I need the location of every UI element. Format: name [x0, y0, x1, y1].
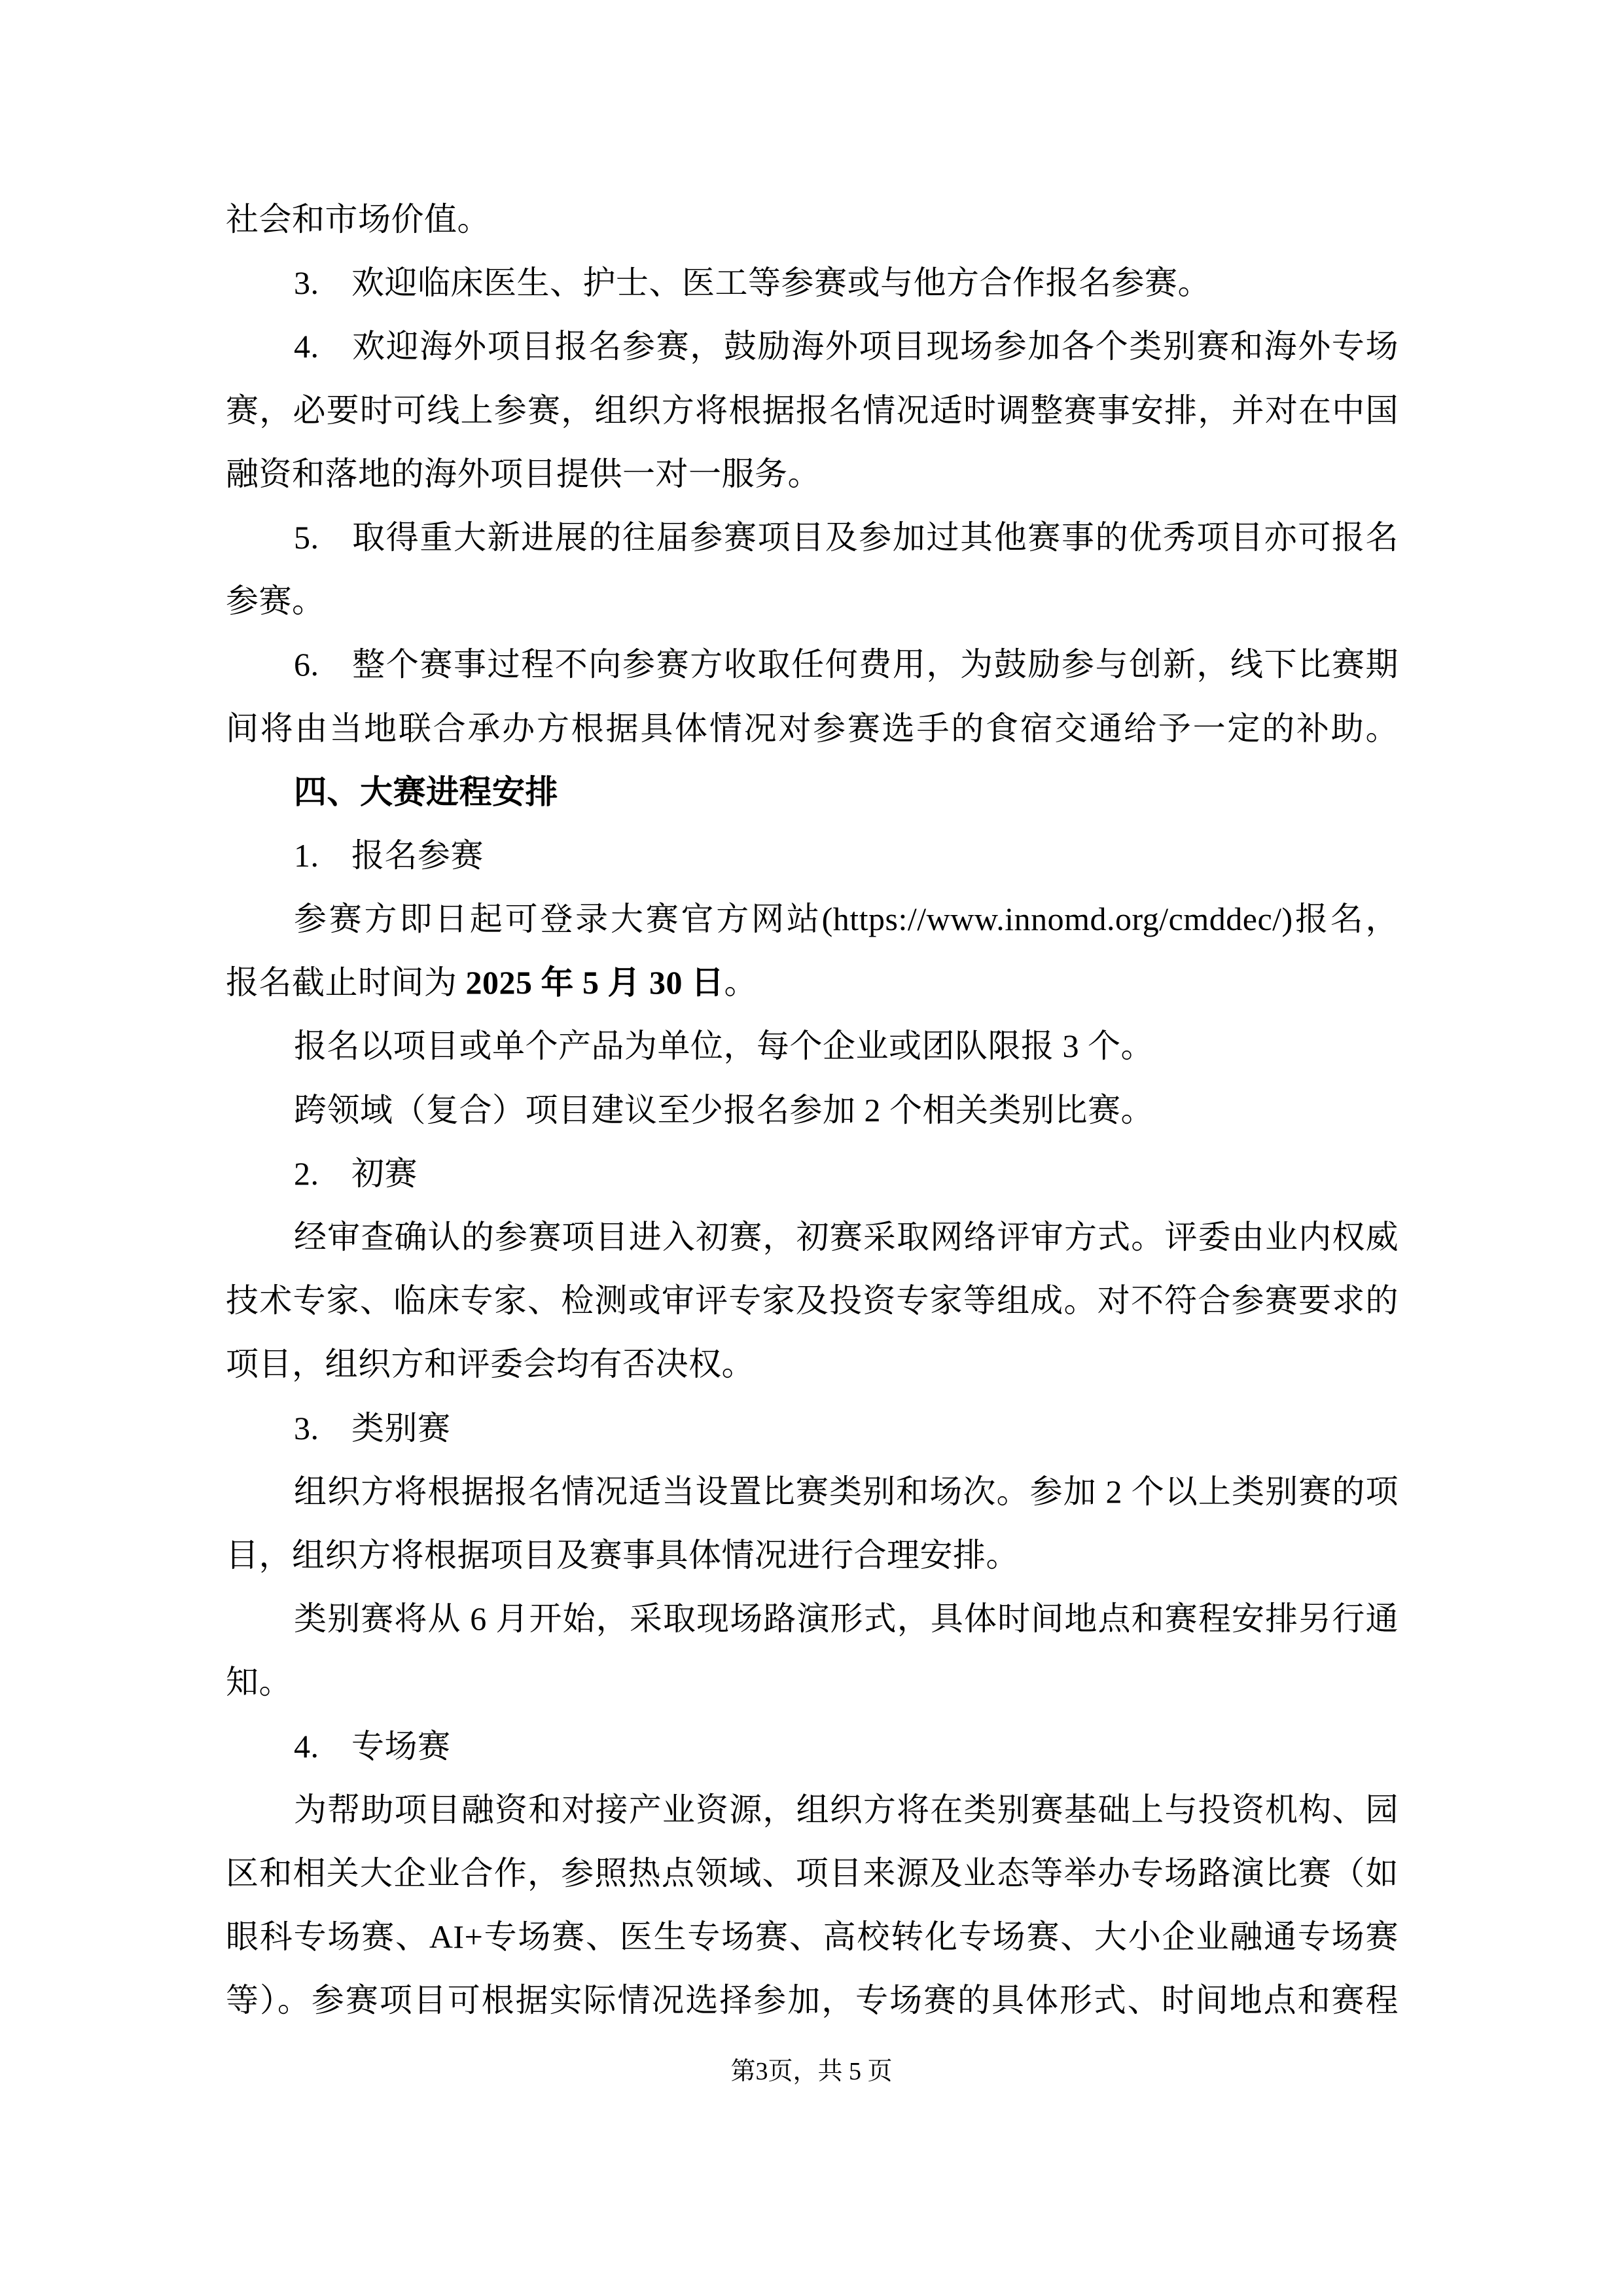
text-line [226, 888, 1399, 951]
text-line [226, 1651, 1399, 1714]
list-number: 4. [294, 1727, 319, 1765]
text-line [226, 633, 1399, 696]
text-line [226, 315, 1399, 378]
text-line [226, 1397, 1399, 1460]
text-line [226, 1014, 1399, 1078]
text-line [226, 251, 1399, 315]
text-line [226, 569, 1399, 633]
text-line [226, 379, 1399, 442]
text-segment: 专场赛 [351, 1727, 451, 1765]
text-line [226, 188, 1399, 251]
list-number: 3. [294, 264, 319, 302]
text-line [226, 1969, 1399, 2032]
text-line [226, 1142, 1399, 1206]
text-line [226, 1524, 1399, 1587]
document-lines [226, 188, 1399, 2032]
list-number: 3. [294, 1409, 319, 1446]
text-segment: 欢迎海外项目报名参赛，鼓励海外项目现场参加各个类别赛和海外专场 [351, 328, 1399, 365]
text-segment: 初赛 [351, 1155, 418, 1192]
text-segment: 技术专家、临床专家、检测或审评专家及投资专家等组成。对不符合参赛要求的 [226, 1282, 1399, 1319]
text-segment: 等）。参赛项目可根据实际情况选择参加，专场赛的具体形式、时间地点和赛程 [226, 1982, 1399, 2019]
text-segment: 项目，组织方和评委会均有否决权。 [226, 1346, 755, 1383]
text-segment: 报名以项目或单个产品为单位，每个企业或团队限报 3 个。 [294, 1028, 1154, 1065]
page-number-text: 第3页，共 5 页 [730, 2058, 893, 2085]
text-segment: 赛，必要时可线上参赛，组织方将根据报名情况适时调整赛事安排，并对在中国 [226, 391, 1399, 429]
text-line [226, 761, 1399, 824]
text-line [226, 1715, 1399, 1778]
list-number: 5. [294, 518, 319, 556]
text-segment: 报名截止时间为 [226, 964, 466, 1001]
text-segment: 融资和落地的海外项目提供一对一服务。 [226, 455, 821, 492]
text-line [226, 1842, 1399, 1905]
text-segment: 参赛方即日起可登录大赛官方网站(https://www.innomd.org/cmddec/)报名， [294, 901, 1399, 938]
text-segment: 报名参赛 [351, 836, 484, 874]
text-segment: 欢迎临床医生、护士、医工等参赛或与他方合作报名参赛。 [351, 264, 1211, 302]
list-number: 4. [294, 328, 319, 365]
text-segment: 社会和市场价值。 [226, 201, 490, 238]
list-number: 2. [294, 1155, 319, 1192]
text-line [226, 1905, 1399, 1969]
text-segment: 参赛。 [226, 583, 325, 620]
text-segment: 间将由当地联合承办方根据具体情况对参赛选手的食宿交通给予一定的补助。 [226, 709, 1399, 747]
text-segment: 为帮助项目融资和对接产业资源，组织方将在类别赛基础上与投资机构、园 [294, 1791, 1399, 1828]
text-line [226, 824, 1399, 888]
text-line [226, 506, 1399, 569]
text-line [226, 951, 1399, 1014]
text-segment: 组织方将根据报名情况适当设置比赛类别和场次。参加 2 个以上类别赛的项 [294, 1473, 1399, 1510]
list-number: 6. [294, 646, 319, 683]
page-footer [0, 2055, 1623, 2088]
text-segment: 经审查确认的参赛项目进入初赛，初赛采取网络评审方式。评委由业内权威 [294, 1219, 1399, 1255]
text-segment: 目，组织方将根据项目及赛事具体情况进行合理安排。 [226, 1536, 1019, 1573]
text-line [226, 1778, 1399, 1842]
text-line [226, 442, 1399, 506]
text-line [226, 1269, 1399, 1333]
text-segment: 区和相关大企业合作，参照热点领域、项目来源及业态等举办专场路演比赛（如 [226, 1854, 1399, 1892]
text-segment: 眼科专场赛、AI+专场赛、医生专场赛、高校转化专场赛、大小企业融通专场赛 [226, 1918, 1399, 1956]
text-segment: 类别赛 [351, 1409, 451, 1446]
text-segment: 。 [724, 964, 757, 1001]
text-line [226, 1460, 1399, 1524]
text-segment: 跨领域（复合）项目建议至少报名参加 2 个相关类别比赛。 [294, 1091, 1154, 1128]
list-number: 1. [294, 836, 319, 874]
text-line [226, 1079, 1399, 1142]
text-segment: 类别赛将从 6 月开始，采取现场路演形式，具体时间地点和赛程安排另行通 [294, 1600, 1399, 1638]
text-line [226, 1206, 1399, 1269]
text-segment: 取得重大新进展的往届参赛项目及参加过其他赛事的优秀项目亦可报名 [351, 518, 1399, 556]
text-segment: 知。 [226, 1664, 292, 1701]
text-line [226, 1587, 1399, 1651]
text-line [226, 697, 1399, 761]
text-segment: 2025 年 5 月 30 日 [465, 964, 724, 1001]
text-segment: 整个赛事过程不向参赛方收取任何费用，为鼓励参与创新，线下比赛期 [351, 646, 1399, 683]
text-line [226, 1333, 1399, 1396]
text-segment: 四、大赛进程安排 [294, 773, 558, 810]
